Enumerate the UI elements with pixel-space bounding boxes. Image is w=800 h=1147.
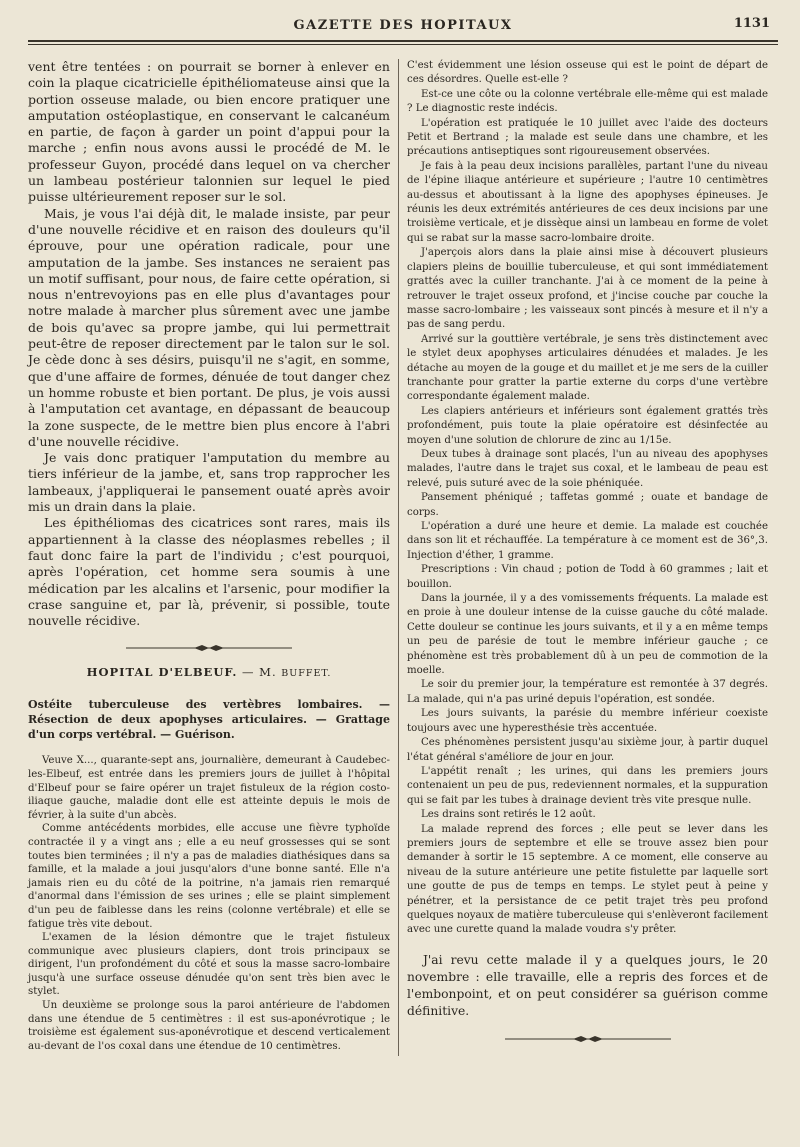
article-title: Ostéite tuberculeuse des vertèbres lombaires. — Résection de deux apophyses articulaires. — Grattage d'un corps vertébral. — Guérison. xyxy=(28,698,390,742)
body-paragraph: Prescriptions : Vin chaud ; potion de Todd à 60 grammes ; lait et bouillon. xyxy=(407,564,768,590)
right-column xyxy=(398,59,768,1056)
body-paragraph: J'aperçois alors dans la plaie ainsi mise à découvert plusieurs clapiers pleins de bouillie tuberculeuse, et qui sont immédiatement grattés avec la cuiller tranchante. J'ai à ce moment de la peine à retrouver le trajet osseux profond, et j'incise couche par couche la masse sacro-lombaire ; les vaisseaux sont pincés à mesure et il n'y a pas de sang perdu. xyxy=(407,247,768,331)
journal-title: GAZETTE DES HOPITAUX xyxy=(293,18,513,33)
left-column xyxy=(28,59,398,1056)
closing-paragraph: J'ai revu cette malade il y a quelques jours, le 20 novembre : elle travaille, elle a repris des forces et de l'embonpoint, et on peut considérer sa guérison comme définitive. xyxy=(407,952,768,1018)
header-rule-thick xyxy=(28,40,778,42)
body-paragraph: Dans la journée, il y a des vomissements fréquents. La malade est en proie à une douleur intense de la cuisse gauche du côté malade. Cette douleur se continue les jours suivants, et il y a en même temps un peu de parésie de tout le membre inférieur gauche ; ce phénomène est très probablement dû à un peu de commotion de la moelle. xyxy=(407,593,768,677)
body-paragraph: Je fais à la peau deux incisions parallèles, partant l'une du niveau de l'épine iliaque antérieure et supérieure ; l'autre 10 centimètres au-dessus et aboutissant à la ligne des apophyses épineuses. Je réunis les deux extrémités antérieures de ces deux incisions par une troisième verticale, et je dissèque ainsi un lambeau en forme de volet qui se rabat sur la masse sacro-lombaire droite. xyxy=(407,160,768,244)
body-paragraph: Les drains sont retirés le 12 août. xyxy=(421,809,596,821)
ornamental-rule-icon xyxy=(124,643,294,653)
page-header xyxy=(28,0,778,38)
body-paragraph: L'appétit renaît ; les urines, qui dans les premiers jours contenaient un peu de pus, redeviennent normales, et la suppuration qui se fait par les tubes à drainage devient très vite presque nulle. xyxy=(407,765,768,806)
text-columns xyxy=(28,59,778,1056)
page-number: 1131 xyxy=(733,16,770,31)
hospital-name: HOPITAL D'ELBEUF. xyxy=(86,665,238,680)
body-paragraph: Le soir du premier jour, la température est remontée à 37 degrés. La malade, qui n'a pas uriné depuis l'opération, est sondée. xyxy=(407,679,768,705)
body-paragraph: Veuve X..., quarante-sept ans, journalière, demeurant à Caudebec-les-Elbeuf, est entrée dans les premiers jours de juillet à l'hôpital d'Elbeuf pour se faire opérer un trajet fistuleux de la région costo-iliaque gauche, maladie dont elle est atteinte depuis le mois de février, à la suite d'un abcès. xyxy=(28,755,390,821)
body-paragraph: Comme antécédents morbides, elle accuse une fièvre typhoïde contractée il y a vingt ans ; elle a eu neuf grossesses qui se sont toutes bien terminées ; il n'y a pas de maladies diathésiques dans sa famille, et la malade a joui jusqu'alors d'une bonne santé. Elle n'a jamais rien eu du côté de la poitrine, n'a jamais rien remarqué d'anormal dans l'émission de ses urines ; elle se plaint simplement d'un peu de faiblesse dans les reins (colonne vertébrale) et elle se fatigue très vite debout. xyxy=(28,823,390,930)
body-paragraph: Les épithéliomas des cicatrices sont rares, mais ils appartiennent à la classe des néoplasmes rebelles ; il faut donc faire la part de l'individu ; c'est pourquoi, après l'opération, cet homme sera soumis à une médication par les alcalins et l'arsenic, pour modifier la crase sanguine et, par là, prévenir, si possible, toute nouvelle récidive. xyxy=(28,515,390,629)
body-paragraph: L'examen de la lésion démontre que le trajet fistuleux communique avec plusieurs clapiers, dont trois principaux se dirigent, l'un profondément du côté et sous la masse sacro-lombaire jusqu'à une surface osseuse dénudée qu'on sent très bien avec le stylet. xyxy=(28,932,390,998)
section-heading xyxy=(28,665,390,679)
body-paragraph: Mais, je vous l'ai déjà dit, le malade insiste, par peur d'une nouvelle récidive et en raison des douleurs qu'il éprouve, pour une opération radicale, pour une amputation de la jambe. Ses instances ne seraient pas un motif suffisant, pour nous, de faire cette opération, si nous n'entrevoyions pas en elle plus d'avantages pour notre malade à marcher plus sûrement avec une jambe de bois qu'avec sa propre jambe, qui lui permettrait peut-être de reposer directement par le talon sur le sol. Je cède donc à ses désirs, puisqu'il ne s'agit, en somme, que d'une affaire de formes, dénuée de tout danger chez un homme robuste et bien portant. De plus, je vois aussi à l'amputation cet avantage, en dépassant de beaucoup la zone suspecte, de le mettre bien plus encore à l'abri d'une nouvelle récidive. xyxy=(28,205,390,449)
body-paragraph: Les jours suivants, la parésie du membre inférieur coexiste toujours avec une hyperesthésie très accentuée. xyxy=(407,708,768,734)
header-rule-thin xyxy=(28,44,778,45)
body-paragraph: Pansement phéniqué ; taffetas gommé ; ouate et bandage de corps. xyxy=(407,492,768,518)
heading-dash: — M. xyxy=(237,665,282,680)
body-paragraph: L'opération est pratiquée le 10 juillet avec l'aide des docteurs Petit et Bertrand ; la malade est seule dans une chambre, et les précautions antiseptiques sont rigoureusement observées. xyxy=(407,117,768,158)
body-paragraph: Est-ce une côte ou la colonne vertébrale elle-même qui est malade ? Le diagnostic reste indécis. xyxy=(407,88,768,115)
body-paragraph: Je vais donc pratiquer l'amputation du membre au tiers inférieur de la jambe, et, sans trop rapprocher les lambeaux, j'appliquerai le pansement ouaté après avoir mis un drain dans la plaie. xyxy=(28,450,390,515)
author-name: BUFFET. xyxy=(281,668,332,680)
body-paragraph: Un deuxième se prolonge sous la paroi antérieure de l'abdomen dans une étendue de 5 centimètres : il est sus-aponévrotique ; le troisième est également sus-aponévrotique et descend verticalement au-devant de l'os coxal dans une étendue de 10 centimètres. xyxy=(28,1000,390,1052)
body-paragraph: Arrivé sur la gouttière vertébrale, je sens très distinctement avec le stylet deux apophyses articulaires dénudées et malades. Je les détache au moyen de la gouge et du maillet et je me sers de la cuiller tranchante pour gratter la partie externe du corps d'une vertèbre correspondante également malade. xyxy=(407,333,768,403)
body-paragraph: L'opération a duré une heure et demie. La malade est couchée dans son lit et réchauffée. La température à ce moment est de 36°,3. Injection d'éther, 1 gramme. xyxy=(407,521,768,561)
body-paragraph: La malade reprend des forces ; elle peut se lever dans les premiers jours de septembre et elle se trouve assez bien pour demander à sortir le 15 septembre. A ce moment, elle conserve au niveau de la suture antérieure une petite fistulette par laquelle sort une goutte de pus de temps en temps. Le stylet peut à peine y pénétrer, et la persistance de ce petit trajet très peu profond quelques noyaux de matière tuberculeuse qui s'enlèveront facilement avec une curette quand la malade voudra s'y prêter. xyxy=(407,823,768,936)
body-paragraph: vent être tentées : on pourrait se borner à enlever en coin la plaque cicatricielle épithéliomateuse ainsi que la portion osseuse malade, ou bien encore pratiquer une amputation ostéoplastique, en conservant le calcanéum en partie, de façon à garder un point d'appui pour la marche ; enfin nous avons aussi le procédé de M. le professeur Guyon, procédé dans lequel on va chercher un lambeau postérieur talonnien sur lequel le pied puisse ultérieurement reposer sur le sol. xyxy=(28,59,390,205)
body-paragraph: Les clapiers antérieurs et inférieurs sont également grattés très profondément, puis toute la plaie opératoire est désinfectée au moyen d'une solution de chlorure de zinc au 1/15e. xyxy=(407,405,768,446)
ornamental-rule-icon xyxy=(503,1034,673,1044)
body-paragraph: Deux tubes à drainage sont placés, l'un au niveau des apophyses malades, l'autre dans le trajet sus coxal, et le lambeau de peau est relevé, puis suturé avec de la soie phéniquée. xyxy=(407,448,768,489)
body-paragraph: C'est évidemment une lésion osseuse qui est le point de départ de ces désordres. Quelle est-elle ? xyxy=(407,60,768,86)
body-paragraph: Ces phénomènes persistent jusqu'au sixième jour, à partir duquel l'état général s'améliore de jour en jour. xyxy=(407,737,768,763)
